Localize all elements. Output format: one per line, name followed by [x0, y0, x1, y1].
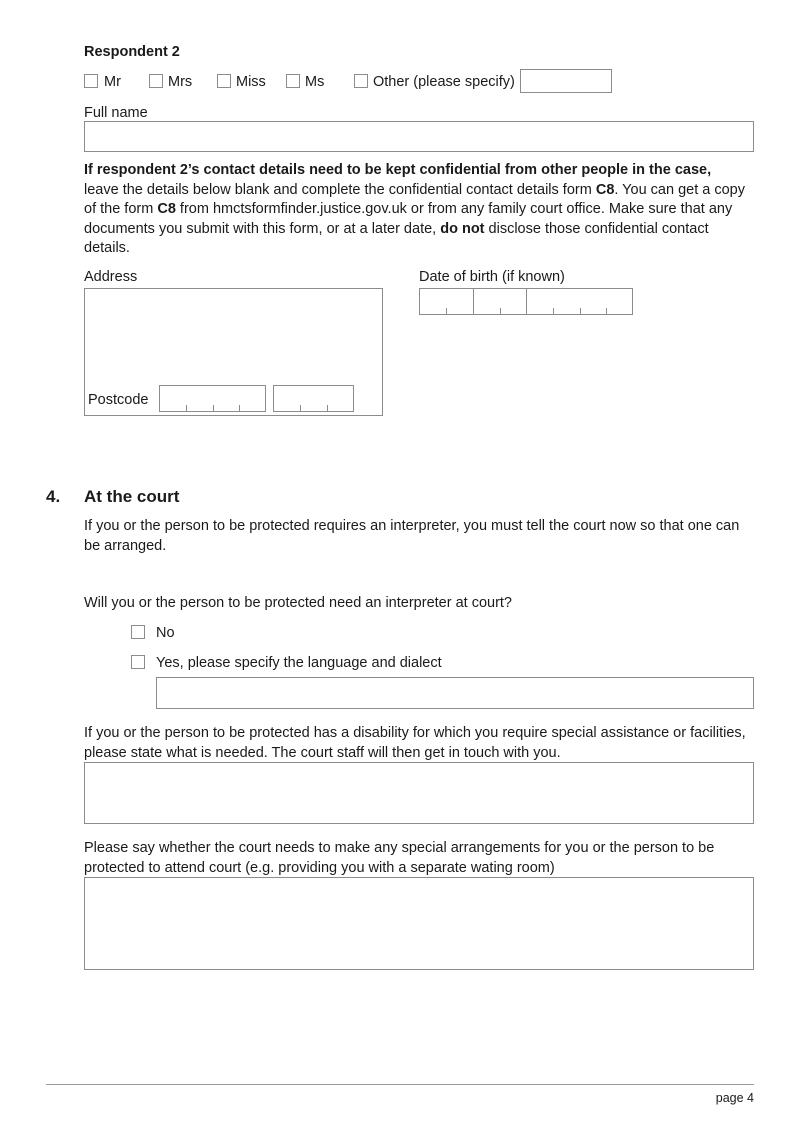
- interpreter-yes-checkbox[interactable]: [131, 655, 145, 669]
- form-code-c8-2: C8: [157, 201, 176, 217]
- section-number: 4.: [46, 487, 61, 506]
- title-ms-label: Ms: [305, 74, 325, 90]
- interpreter-no-label: No: [156, 625, 175, 641]
- postcode-outward-input[interactable]: [159, 385, 266, 412]
- dob-cell-divider: [580, 308, 581, 314]
- title-mr-checkbox[interactable]: [84, 74, 98, 88]
- title-mrs-label: Mrs: [168, 74, 193, 90]
- title-miss-checkbox[interactable]: [217, 74, 231, 88]
- arrangements-input[interactable]: [84, 877, 754, 970]
- interpreter-no-checkbox[interactable]: [131, 625, 145, 639]
- title-ms-checkbox[interactable]: [286, 74, 300, 88]
- postcode-inward-input[interactable]: [273, 385, 354, 412]
- language-dialect-input[interactable]: [156, 677, 754, 709]
- confidential-notice-part1: leave the details below blank and complete the confidential contact details form: [84, 181, 596, 198]
- address-label: Address: [84, 269, 138, 285]
- dob-input[interactable]: [419, 288, 633, 315]
- dob-cell-divider: [500, 308, 501, 314]
- full-name-input[interactable]: [84, 121, 754, 152]
- dob-month-year-separator: [526, 289, 527, 314]
- postcode-cell-divider: [327, 405, 328, 411]
- confidential-notice-bold: If respondent 2’s contact details need to be kept confidential from other people in the case,: [84, 162, 712, 178]
- title-mr-label: Mr: [104, 74, 121, 90]
- page-number: page 4: [715, 1091, 754, 1105]
- confidential-notice-part2: . You can get a copy of the form: [84, 181, 745, 217]
- dob-cell-divider: [606, 308, 607, 314]
- section-title: At the court: [84, 487, 180, 506]
- postcode-label: Postcode: [88, 392, 149, 408]
- interpreter-question: Will you or the person to be protected need an interpreter at court?: [84, 595, 512, 611]
- interpreter-yes-label: Yes, please specify the language and dialect: [156, 655, 442, 671]
- form-code-c8: C8: [595, 181, 615, 198]
- confidential-notice: [84, 161, 754, 259]
- respondent-2-heading: Respondent 2: [84, 44, 180, 60]
- interpreter-intro: If you or the person to be protected requires an interpreter, you must tell the court now so that one can be arranged.: [84, 518, 740, 554]
- dob-cell-divider: [446, 308, 447, 314]
- postcode-cell-divider: [239, 405, 240, 411]
- do-not-emphasis: do not: [440, 220, 485, 237]
- dob-label: Date of birth (if known): [419, 269, 565, 285]
- confidential-notice-part3: from hmctsformfinder.justice.gov.uk or from any family court office. Make sure that any documents you submit with this form, or at a later date,: [84, 201, 733, 237]
- full-name-label: Full name: [84, 105, 148, 121]
- postcode-cell-divider: [213, 405, 214, 411]
- disability-input[interactable]: [84, 762, 754, 824]
- title-other-checkbox[interactable]: [354, 74, 368, 88]
- title-other-input[interactable]: [520, 69, 612, 93]
- disability-question: If you or the person to be protected has a disability for which you require special assistance or facilities, please state what is needed. The court staff will then get in touch with you.: [84, 725, 746, 761]
- title-mrs-checkbox[interactable]: [149, 74, 163, 88]
- footer-divider: [46, 1084, 754, 1085]
- title-miss-label: Miss: [236, 74, 266, 90]
- confidential-notice-part4: disclose those confidential contact details.: [84, 220, 709, 256]
- title-other-label: Other (please specify): [373, 74, 515, 90]
- postcode-cell-divider: [186, 405, 187, 411]
- dob-cell-divider: [553, 308, 554, 314]
- postcode-cell-divider: [300, 405, 301, 411]
- arrangements-question: Please say whether the court needs to make any special arrangements for you or the person to be protected to attend court (e.g. providing you with a separate wating room): [84, 840, 715, 876]
- dob-day-month-separator: [473, 289, 474, 314]
